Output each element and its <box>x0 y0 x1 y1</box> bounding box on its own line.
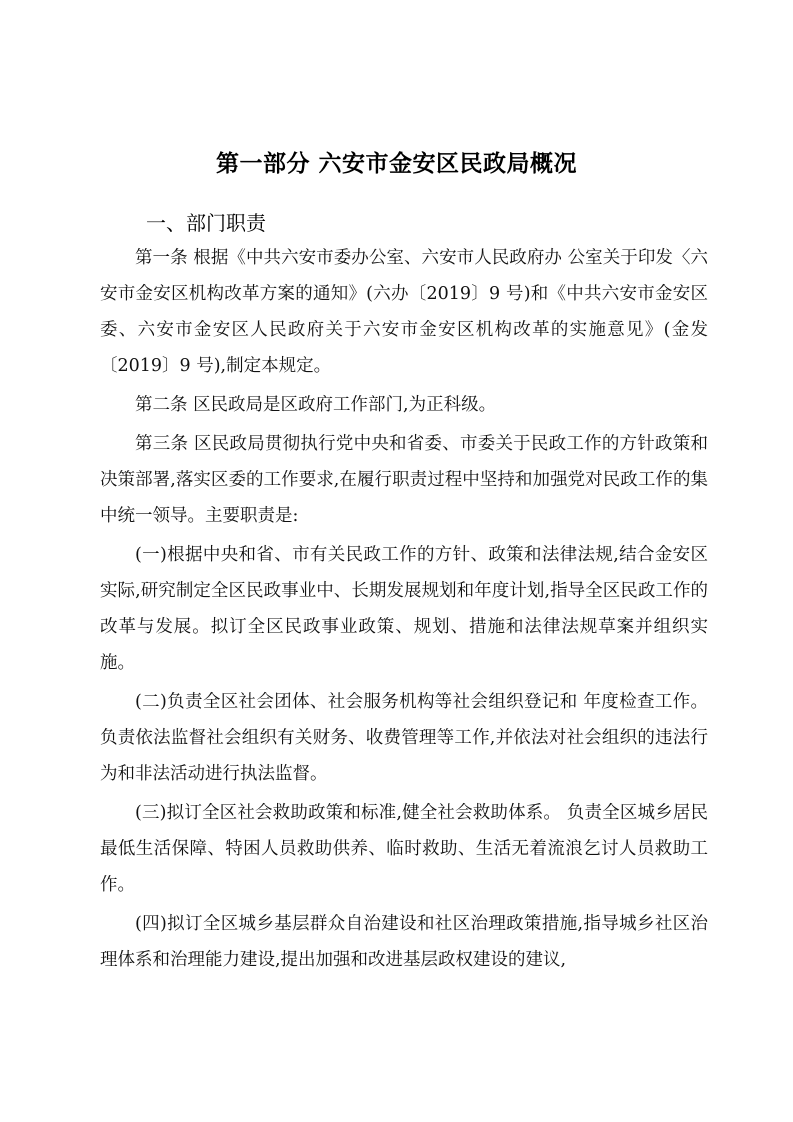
body-text <box>100 240 708 981</box>
paragraph-article-1: 第一条 根据《中共六安市委办公室、六安市人民政府办 公室关于印发〈六安市金安区机构改革方案的通知》(六办〔2019〕9 号)和《中共六安市金安区委、六安市金安区人民政府关于六安市金安区机构改革的实施意见》(金发〔2019〕9 号),制定本规定。 <box>100 248 708 376</box>
paragraph-article-2: 第二条 区民政局是区政府工作部门,为正科级。 <box>135 395 497 415</box>
paragraph-duty-3: (三)拟订全区社会救助政策和标准,健全社会救助体系。 负责全区城乡居民最低生活保障、特困人员救助供养、临时救助、生活无着流浪乞讨人员救助工作。 <box>100 803 708 895</box>
paragraph-article-3: 第三条 区民政局贯彻执行党中央和省委、市委关于民政工作的方针政策和决策部署,落实区委的工作要求,在履行职责过程中坚持和加强党对民政工作的集中统一领导。主要职责是: <box>100 434 708 526</box>
paragraph-duty-1: (一)根据中央和省、市有关民政工作的方针、政策和法律法规,结合金安区实际,研究制定全区民政事业中、长期发展规划和年度计划,指导全区民政工作的改革与发展。拟订全区民政事业政策、规划、措施和法律法规草案并组织实施。 <box>100 545 708 673</box>
section-heading: 一、部门职责 <box>146 211 266 235</box>
paragraph-duty-2: (二)负责全区社会团体、社会服务机构等社会组织登记和 年度检查工作。负责依法监督社会组织有关财务、收费管理等工作,并依法对社会组织的违法行为和非法活动进行执法监督。 <box>100 692 708 784</box>
page-title: 第一部分 六安市金安区民政局概况 <box>215 150 577 177</box>
paragraph-duty-4: (四)拟订全区城乡基层群众自治建设和社区治理政策措施,指导城乡社区治理体系和治理能力建设,提出加强和改进基层政权建设的建议, <box>100 914 708 970</box>
